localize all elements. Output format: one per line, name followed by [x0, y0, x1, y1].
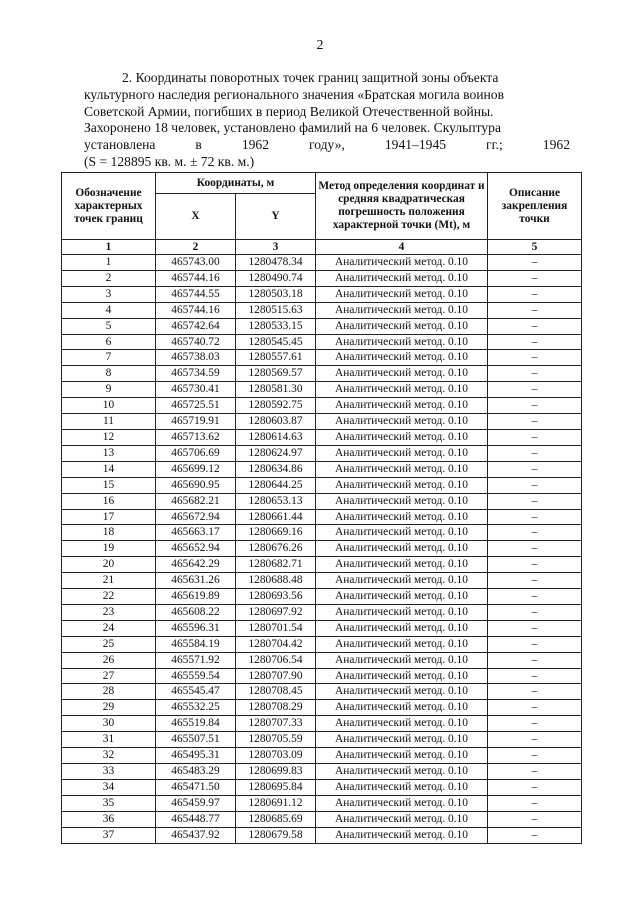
column-number: 1	[62, 240, 156, 255]
point-number-cell: 33	[62, 764, 156, 780]
x-coordinate-cell: 465448.77	[156, 811, 236, 827]
y-coordinate-cell: 1280515.63	[236, 302, 316, 318]
method-cell: Аналитический метод. 0.10	[316, 318, 488, 334]
page-number: 2	[316, 38, 324, 53]
intro-line: 2. Координаты поворотных точек границ защитной зоны объекта	[122, 70, 499, 85]
x-coordinate-cell: 465507.51	[156, 732, 236, 748]
y-coordinate-cell: 1280545.45	[236, 334, 316, 350]
intro-word: году»,	[308, 137, 345, 153]
y-coordinate-cell: 1280707.33	[236, 716, 316, 732]
table-row	[62, 573, 582, 589]
table-row	[62, 604, 582, 620]
y-coordinate-cell: 1280614.63	[236, 429, 316, 445]
table-row	[62, 398, 582, 414]
header-coordinates: Координаты, м	[156, 173, 316, 194]
point-number-cell: 32	[62, 748, 156, 764]
table-row	[62, 461, 582, 477]
method-cell: Аналитический метод. 0.10	[316, 684, 488, 700]
table-row	[62, 334, 582, 350]
description-cell: –	[488, 461, 582, 477]
description-cell: –	[488, 414, 582, 430]
column-number: 5	[488, 240, 582, 255]
point-number-cell: 4	[62, 302, 156, 318]
description-cell: –	[488, 604, 582, 620]
table-body	[62, 255, 582, 844]
intro-word: 1941–1945	[384, 137, 447, 153]
x-coordinate-cell: 465483.29	[156, 764, 236, 780]
table-row	[62, 748, 582, 764]
point-number-cell: 35	[62, 795, 156, 811]
description-cell: –	[488, 700, 582, 716]
x-coordinate-cell: 465532.25	[156, 700, 236, 716]
point-number-cell: 30	[62, 716, 156, 732]
description-cell: –	[488, 493, 582, 509]
method-cell: Аналитический метод. 0.10	[316, 700, 488, 716]
x-coordinate-cell: 465738.03	[156, 350, 236, 366]
description-cell: –	[488, 668, 582, 684]
method-cell: Аналитический метод. 0.10	[316, 461, 488, 477]
x-coordinate-cell: 465699.12	[156, 461, 236, 477]
method-cell: Аналитический метод. 0.10	[316, 795, 488, 811]
coordinates-table	[61, 172, 582, 844]
method-cell: Аналитический метод. 0.10	[316, 366, 488, 382]
x-coordinate-cell: 465706.69	[156, 445, 236, 461]
y-coordinate-cell: 1280569.57	[236, 366, 316, 382]
method-cell: Аналитический метод. 0.10	[316, 636, 488, 652]
intro-paragraph	[84, 70, 570, 171]
point-number-cell: 34	[62, 779, 156, 795]
y-coordinate-cell: 1280697.92	[236, 604, 316, 620]
x-coordinate-cell: 465742.64	[156, 318, 236, 334]
x-coordinate-cell: 465584.19	[156, 636, 236, 652]
description-cell: –	[488, 716, 582, 732]
description-cell: –	[488, 811, 582, 827]
description-cell: –	[488, 620, 582, 636]
method-cell: Аналитический метод. 0.10	[316, 779, 488, 795]
header-description: Описание закрепления точки	[488, 173, 582, 240]
method-cell: Аналитический метод. 0.10	[316, 604, 488, 620]
y-coordinate-cell: 1280533.15	[236, 318, 316, 334]
y-coordinate-cell: 1280634.86	[236, 461, 316, 477]
description-cell: –	[488, 827, 582, 843]
description-cell: –	[488, 764, 582, 780]
point-number-cell: 9	[62, 382, 156, 398]
table-row	[62, 255, 582, 271]
point-number-cell: 28	[62, 684, 156, 700]
description-cell: –	[488, 477, 582, 493]
y-coordinate-cell: 1280707.90	[236, 668, 316, 684]
point-number-cell: 11	[62, 414, 156, 430]
column-number: 2	[156, 240, 236, 255]
description-cell: –	[488, 255, 582, 271]
header-y: Y	[236, 194, 316, 240]
y-coordinate-cell: 1280557.61	[236, 350, 316, 366]
table-row	[62, 827, 582, 843]
method-cell: Аналитический метод. 0.10	[316, 350, 488, 366]
table-row	[62, 684, 582, 700]
point-number-cell: 8	[62, 366, 156, 382]
x-coordinate-cell: 465545.47	[156, 684, 236, 700]
intro-word: установлена	[84, 137, 156, 153]
header-x: X	[156, 194, 236, 240]
method-cell: Аналитический метод. 0.10	[316, 620, 488, 636]
description-cell: –	[488, 286, 582, 302]
description-cell: –	[488, 334, 582, 350]
point-number-cell: 2	[62, 270, 156, 286]
table-row	[62, 811, 582, 827]
y-coordinate-cell: 1280704.42	[236, 636, 316, 652]
x-coordinate-cell: 465652.94	[156, 541, 236, 557]
description-cell: –	[488, 302, 582, 318]
intro-line: (S = 128895 кв. м. ± 72 кв. м.)	[84, 153, 255, 169]
method-cell: Аналитический метод. 0.10	[316, 668, 488, 684]
y-coordinate-cell: 1280708.45	[236, 684, 316, 700]
x-coordinate-cell: 465719.91	[156, 414, 236, 430]
x-coordinate-cell: 465744.16	[156, 270, 236, 286]
x-coordinate-cell: 465734.59	[156, 366, 236, 382]
x-coordinate-cell: 465608.22	[156, 604, 236, 620]
point-number-cell: 14	[62, 461, 156, 477]
table-row	[62, 732, 582, 748]
method-cell: Аналитический метод. 0.10	[316, 589, 488, 605]
table-row	[62, 477, 582, 493]
intro-line: Советской Армии, погибших в период Великой Отечественной войны.	[84, 103, 494, 119]
x-coordinate-cell: 465743.00	[156, 255, 236, 271]
method-cell: Аналитический метод. 0.10	[316, 286, 488, 302]
point-number-cell: 15	[62, 477, 156, 493]
table-row	[62, 652, 582, 668]
point-number-cell: 37	[62, 827, 156, 843]
y-coordinate-cell: 1280644.25	[236, 477, 316, 493]
x-coordinate-cell: 465437.92	[156, 827, 236, 843]
x-coordinate-cell: 465571.92	[156, 652, 236, 668]
point-number-cell: 19	[62, 541, 156, 557]
point-number-cell: 24	[62, 620, 156, 636]
x-coordinate-cell: 465744.16	[156, 302, 236, 318]
method-cell: Аналитический метод. 0.10	[316, 509, 488, 525]
method-cell: Аналитический метод. 0.10	[316, 827, 488, 843]
table-row	[62, 509, 582, 525]
x-coordinate-cell: 465730.41	[156, 382, 236, 398]
table-row	[62, 445, 582, 461]
method-cell: Аналитический метод. 0.10	[316, 748, 488, 764]
point-number-cell: 31	[62, 732, 156, 748]
point-number-cell: 27	[62, 668, 156, 684]
description-cell: –	[488, 732, 582, 748]
description-cell: –	[488, 445, 582, 461]
x-coordinate-cell: 465713.62	[156, 429, 236, 445]
table-row	[62, 366, 582, 382]
method-cell: Аналитический метод. 0.10	[316, 382, 488, 398]
table-row	[62, 668, 582, 684]
x-coordinate-cell: 465471.50	[156, 779, 236, 795]
table-row	[62, 429, 582, 445]
intro-word: в	[195, 137, 202, 153]
point-number-cell: 13	[62, 445, 156, 461]
description-cell: –	[488, 429, 582, 445]
point-number-cell: 6	[62, 334, 156, 350]
point-number-cell: 1	[62, 255, 156, 271]
y-coordinate-cell: 1280682.71	[236, 557, 316, 573]
method-cell: Аналитический метод. 0.10	[316, 414, 488, 430]
y-coordinate-cell: 1280592.75	[236, 398, 316, 414]
y-coordinate-cell: 1280705.59	[236, 732, 316, 748]
y-coordinate-cell: 1280661.44	[236, 509, 316, 525]
method-cell: Аналитический метод. 0.10	[316, 716, 488, 732]
description-cell: –	[488, 636, 582, 652]
point-number-cell: 29	[62, 700, 156, 716]
y-coordinate-cell: 1280676.26	[236, 541, 316, 557]
description-cell: –	[488, 589, 582, 605]
x-coordinate-cell: 465740.72	[156, 334, 236, 350]
x-coordinate-cell: 465663.17	[156, 525, 236, 541]
y-coordinate-cell: 1280478.34	[236, 255, 316, 271]
y-coordinate-cell: 1280624.97	[236, 445, 316, 461]
y-coordinate-cell: 1280685.69	[236, 811, 316, 827]
table-row	[62, 636, 582, 652]
y-coordinate-cell: 1280701.54	[236, 620, 316, 636]
table-row	[62, 493, 582, 509]
x-coordinate-cell: 465744.55	[156, 286, 236, 302]
intro-line: культурного наследия регионального значения «Братская могила воинов	[84, 86, 505, 102]
table-row	[62, 286, 582, 302]
point-number-cell: 23	[62, 604, 156, 620]
y-coordinate-cell: 1280669.16	[236, 525, 316, 541]
point-number-cell: 18	[62, 525, 156, 541]
method-cell: Аналитический метод. 0.10	[316, 732, 488, 748]
column-number: 3	[236, 240, 316, 255]
table-row	[62, 620, 582, 636]
method-cell: Аналитический метод. 0.10	[316, 557, 488, 573]
table-row	[62, 557, 582, 573]
method-cell: Аналитический метод. 0.10	[316, 493, 488, 509]
point-number-cell: 7	[62, 350, 156, 366]
description-cell: –	[488, 398, 582, 414]
table-row	[62, 700, 582, 716]
y-coordinate-cell: 1280695.84	[236, 779, 316, 795]
method-cell: Аналитический метод. 0.10	[316, 525, 488, 541]
y-coordinate-cell: 1280688.48	[236, 573, 316, 589]
y-coordinate-cell: 1280708.29	[236, 700, 316, 716]
method-cell: Аналитический метод. 0.10	[316, 255, 488, 271]
x-coordinate-cell: 465619.89	[156, 589, 236, 605]
description-cell: –	[488, 525, 582, 541]
point-number-cell: 17	[62, 509, 156, 525]
y-coordinate-cell: 1280503.18	[236, 286, 316, 302]
point-number-cell: 5	[62, 318, 156, 334]
point-number-cell: 10	[62, 398, 156, 414]
intro-word: 1962	[542, 137, 570, 153]
method-cell: Аналитический метод. 0.10	[316, 445, 488, 461]
description-cell: –	[488, 795, 582, 811]
x-coordinate-cell: 465672.94	[156, 509, 236, 525]
header-designation: Обозначение характерных точек границ	[62, 173, 156, 240]
y-coordinate-cell: 1280706.54	[236, 652, 316, 668]
y-coordinate-cell: 1280490.74	[236, 270, 316, 286]
intro-line-justified	[84, 137, 570, 154]
table-row	[62, 302, 582, 318]
method-cell: Аналитический метод. 0.10	[316, 811, 488, 827]
x-coordinate-cell: 465459.97	[156, 795, 236, 811]
method-cell: Аналитический метод. 0.10	[316, 477, 488, 493]
x-coordinate-cell: 465559.54	[156, 668, 236, 684]
point-number-cell: 36	[62, 811, 156, 827]
method-cell: Аналитический метод. 0.10	[316, 541, 488, 557]
table-row	[62, 589, 582, 605]
description-cell: –	[488, 270, 582, 286]
table-row	[62, 716, 582, 732]
y-coordinate-cell: 1280703.09	[236, 748, 316, 764]
y-coordinate-cell: 1280581.30	[236, 382, 316, 398]
point-number-cell: 20	[62, 557, 156, 573]
method-cell: Аналитический метод. 0.10	[316, 573, 488, 589]
method-cell: Аналитический метод. 0.10	[316, 398, 488, 414]
method-cell: Аналитический метод. 0.10	[316, 652, 488, 668]
description-cell: –	[488, 366, 582, 382]
y-coordinate-cell: 1280603.87	[236, 414, 316, 430]
method-cell: Аналитический метод. 0.10	[316, 429, 488, 445]
x-coordinate-cell: 465725.51	[156, 398, 236, 414]
intro-word: гг.;	[486, 137, 503, 153]
description-cell: –	[488, 350, 582, 366]
x-coordinate-cell: 465642.29	[156, 557, 236, 573]
description-cell: –	[488, 779, 582, 795]
point-number-cell: 25	[62, 636, 156, 652]
method-cell: Аналитический метод. 0.10	[316, 302, 488, 318]
x-coordinate-cell: 465519.84	[156, 716, 236, 732]
point-number-cell: 26	[62, 652, 156, 668]
table-row	[62, 414, 582, 430]
x-coordinate-cell: 465495.31	[156, 748, 236, 764]
table-row	[62, 350, 582, 366]
table-row	[62, 382, 582, 398]
x-coordinate-cell: 465631.26	[156, 573, 236, 589]
column-number: 4	[316, 240, 488, 255]
table-row	[62, 541, 582, 557]
table-row	[62, 764, 582, 780]
x-coordinate-cell: 465596.31	[156, 620, 236, 636]
description-cell: –	[488, 684, 582, 700]
y-coordinate-cell: 1280679.58	[236, 827, 316, 843]
description-cell: –	[488, 541, 582, 557]
y-coordinate-cell: 1280653.13	[236, 493, 316, 509]
table-row	[62, 270, 582, 286]
description-cell: –	[488, 509, 582, 525]
method-cell: Аналитический метод. 0.10	[316, 270, 488, 286]
table-row	[62, 318, 582, 334]
table-row	[62, 795, 582, 811]
description-cell: –	[488, 573, 582, 589]
table-row	[62, 525, 582, 541]
point-number-cell: 12	[62, 429, 156, 445]
y-coordinate-cell: 1280699.83	[236, 764, 316, 780]
point-number-cell: 21	[62, 573, 156, 589]
description-cell: –	[488, 557, 582, 573]
method-cell: Аналитический метод. 0.10	[316, 764, 488, 780]
description-cell: –	[488, 748, 582, 764]
x-coordinate-cell: 465690.95	[156, 477, 236, 493]
y-coordinate-cell: 1280691.12	[236, 795, 316, 811]
header-method: Метод определения координат и средняя квадратическая погрешность положения характерной точки (Mt), м	[316, 173, 488, 240]
y-coordinate-cell: 1280693.56	[236, 589, 316, 605]
point-number-cell: 16	[62, 493, 156, 509]
description-cell: –	[488, 318, 582, 334]
description-cell: –	[488, 652, 582, 668]
method-cell: Аналитический метод. 0.10	[316, 334, 488, 350]
point-number-cell: 3	[62, 286, 156, 302]
table-row	[62, 779, 582, 795]
intro-line: Захоронено 18 человек, установлено фамилий на 6 человек. Скульптура	[84, 120, 501, 136]
point-number-cell: 22	[62, 589, 156, 605]
x-coordinate-cell: 465682.21	[156, 493, 236, 509]
description-cell: –	[488, 382, 582, 398]
intro-word: 1962	[241, 137, 269, 153]
